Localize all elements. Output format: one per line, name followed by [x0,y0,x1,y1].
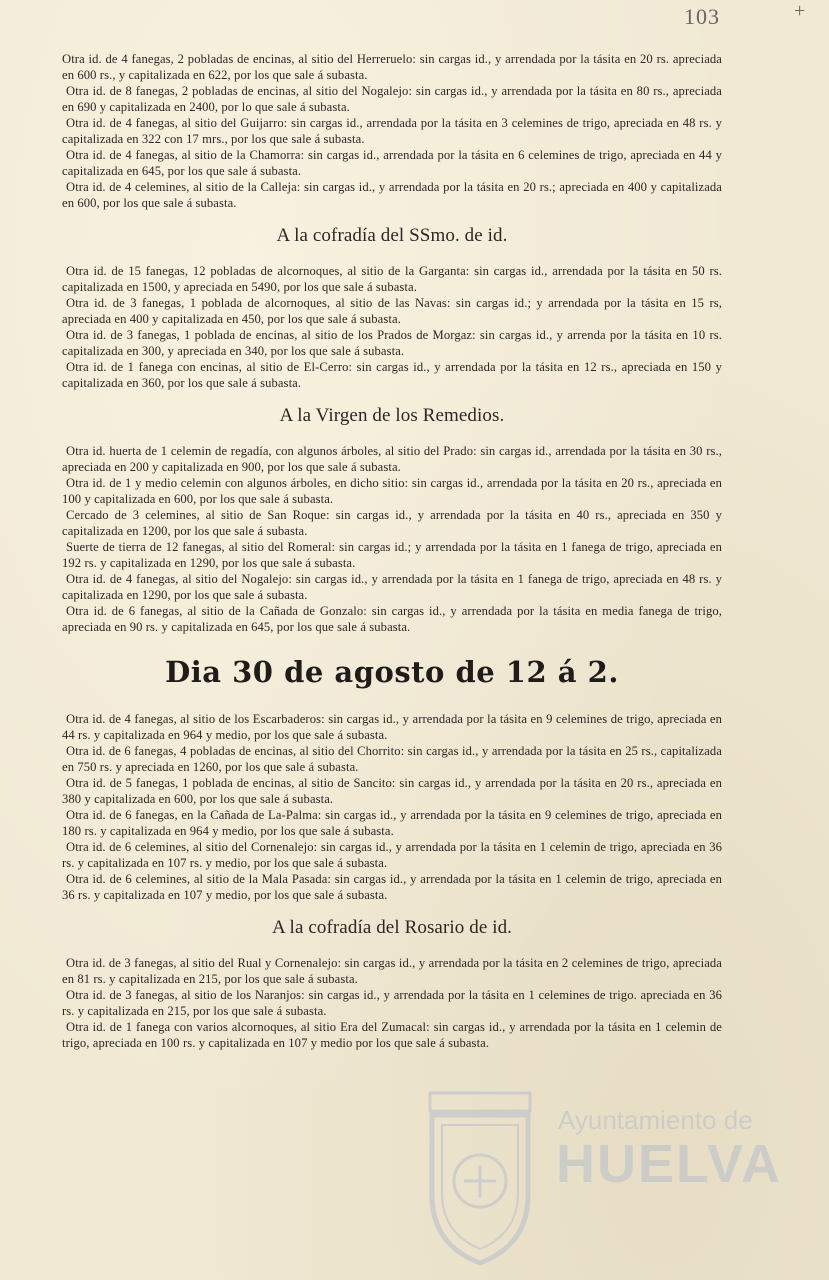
section-heading [62,405,722,427]
property-entry: Otra id. de 15 fanegas, 12 pobladas de alcornoques, al sitio de la Garganta: sin cargas id., arrendada por la tásita en 50 rs. capitalizada en 1500, y apreciada en 5490, por los que sale á subasta. [62,264,722,294]
section-heading [62,225,722,247]
section-heading-text: A la cofradía del Rosario de id. [271,917,513,938]
property-entry: Otra id. de 3 fanegas, al sitio de los Naranjos: sin cargas id., y arrendada por la tásita en 1 celemines de trigo. apreciada en 36 rs. y capitalizada en 215, por los que sale á subasta. [62,988,722,1018]
property-entry: Otra id. huerta de 1 celemin de regadía, con algunos árboles, al sitio del Prado: sin cargas id., arrendada por la tásita en 30 rs., apreciada en 200 y capitalizada en 900, por los que sale á subasta. [62,444,722,474]
property-entry: Otra id. de 3 fanegas, al sitio del Rual y Cornenalejo: sin cargas id., y arrendada por la tásita en 2 celemines de trigo, apreciada en 81 rs. y capitalizada en 215, por los que sale á subasta. [62,956,722,986]
property-entry: Otra id. de 6 fanegas, 4 pobladas de encinas, al sitio del Chorrito: sin cargas id., y arrendada por la tásita en 25 rs., capitalizada en 750 rs. y apreciada en 1260, por los que sale á subasta. [62,744,722,774]
section-heading-text: A la Virgen de los Remedios. [279,405,505,426]
property-entry: Otra id. de 3 fanegas, 1 poblada de alcornoques, al sitio de las Navas: sin cargas id.; y arrendada por la tásita en 15 rs, apreciada en 400 y capitalizada en 450, por los que sale á subasta. [62,296,722,326]
property-entry: Otra id. de 4 fanegas, 2 pobladas de encinas, al sitio del Herreruelo: sin cargas id., y arrendada por la tásita en 20 rs. apreciada en 600 rs., y capitalizada en 622, por los que sale á subasta. [62,52,722,82]
property-entry: Otra id. de 1 fanega con varios alcornoques, al sitio Era del Zumacal: sin cargas id., y arrendada por la tásita en 1 celemin de trigo, apreciada en 100 rs. y capitalizada en 107 y medio por los que sale á subasta. [62,1020,722,1050]
watermark-line-1: Ayuntamiento de [558,1105,753,1135]
corner-mark: + [794,0,806,22]
property-entry: Otra id. de 6 celemines, al sitio de la Mala Pasada: sin cargas id., y arrendada por la tásita en 1 celemin de trigo, apreciada en 36 rs. y capitalizada en 107 y medio, por los que sale á subasta. [62,872,722,902]
watermark-line-2: HUELVA [556,1134,782,1194]
property-entry: Otra id. de 4 fanegas, al sitio de los Escarbaderos: sin cargas id., y arrendada por la tásita en 9 celemines de trigo, apreciada en 44 rs. y capitalizada en 964 y medio, por los que sale á subasta. [62,712,722,742]
section-heading-text: A la cofradía del SSmo. de id. [276,225,508,246]
document-body [62,51,722,1051]
property-entry: Otra id. de 6 fanegas, al sitio de la Cañada de Gonzalo: sin cargas id., y arrendada por la tásita en media fanega de trigo, apreciada en 90 rs. y capitalizada en 645, por los que sale á subasta. [62,604,722,634]
day-heading: Dia 30 de agosto de 12 á 2. [165,655,619,689]
coat-of-arms-icon [420,1085,540,1275]
property-entry: Otra id. de 4 celemines, al sitio de la Calleja: sin cargas id., y arrendada por la tásita en 20 rs.; apreciada en 400 y capitalizada en 600, por los que sale á subasta. [62,180,722,210]
property-entry: Otra id. de 6 celemines, al sitio del Cornenalejo: sin cargas id., y arrendada por la tásita en 1 celemin de trigo, apreciada en 36 rs. y capitalizada en 107 rs. y medio, por los que sale á subasta. [62,840,722,870]
property-entry: Otra id. de 8 fanegas, 2 pobladas de encinas, al sitio del Nogalejo: sin cargas id., y arrendada por la tásita en 80 rs., apreciada en 690 y capitalizada en 2400, por lo que sale á subasta. [62,84,722,114]
property-entry: Otra id. de 4 fanegas, al sitio de la Chamorra: sin cargas id., arrendada por la tásita en 6 celemines de trigo, apreciada en 44 y capitalizada en 645, por los que sale á subasta. [62,148,722,178]
property-entry: Otra id. de 6 fanegas, en la Cañada de La-Palma: sin cargas id., y arrendada por la tásita en 9 celemines de trigo, apreciada en 180 rs. y capitalizada en 964 y medio, por los que sale á subasta. [62,808,722,838]
property-entry: Suerte de tierra de 12 fanegas, al sitio del Romeral: sin cargas id.; y arrendada por la tásita en 1 fanega de trigo, apreciada en 192 rs. y capitalizada en 1290, por los que sale á subasta. [62,540,722,570]
property-entry: Otra id. de 1 fanega con encinas, al sitio de El-Cerro: sin cargas id., y arrendada por la tásita en 12 rs., apreciada en 150 y capitalizada en 360, por los que sale á subasta. [62,360,722,390]
property-entry: Otra id. de 1 y medio celemin con algunos árboles, en dicho sitio: sin cargas id., arrendada por la tásita en 20 rs., apreciada en 100 y capitalizada en 600, por los que sale á subasta. [62,476,722,506]
property-entry: Otra id. de 5 fanegas, 1 poblada de encinas, al sitio de Sancito: sin cargas id., y arrendada por la tásita en 20 rs., apreciada en 380 y capitalizada en 600, por los que sale á subasta. [62,776,722,806]
property-entry: Otra id. de 4 fanegas, al sitio del Guijarro: sin cargas id., arrendada por la tásita en 3 celemines de trigo, apreciada en 48 rs. y capitalizada en 322 con 17 mrs., por los que sale á subasta. [62,116,722,146]
property-entry: Otra id. de 4 fanegas, al sitio del Nogalejo: sin cargas id., y arrendada por la tásita en 1 fanega de trigo, apreciada en 48 rs. y capitalizada en 1290, por los que sale á subasta. [62,572,722,602]
folio-number: 103 [684,4,720,29]
section-heading [62,917,722,939]
property-entry: Otra id. de 3 fanegas, 1 poblada de encinas, al sitio de los Prados de Morgaz: sin cargas id., y arrenda por la tásita en 10 rs. capitalizada en 300, y apreciada en 340, por los que sale á subasta. [62,328,722,358]
watermark [420,1085,800,1275]
property-entry: Cercado de 3 celemines, al sitio de San Roque: sin cargas id., y arrendada por la tásita en 40 rs., apreciada en 350 y capitalizada en 1200, por los que sale á subasta. [62,508,722,538]
